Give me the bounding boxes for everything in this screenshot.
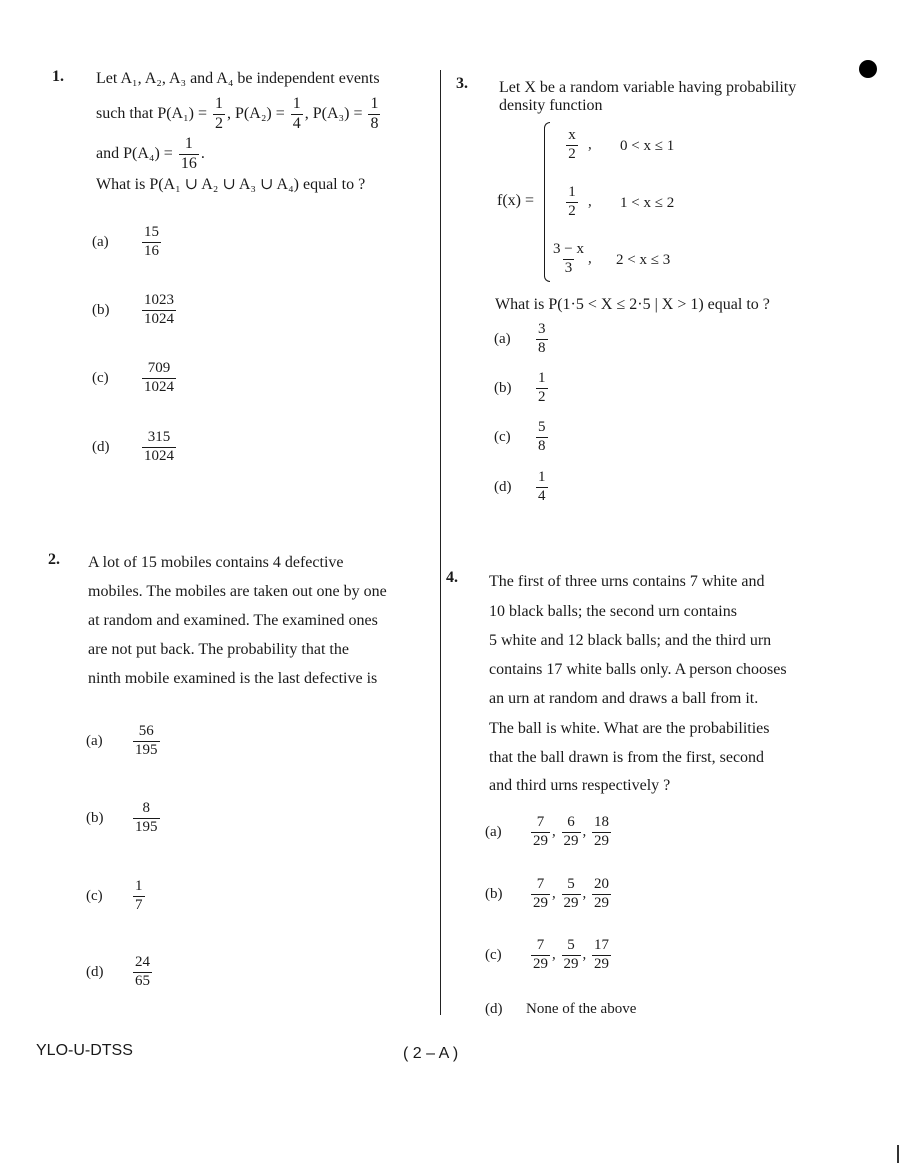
option-label: (a) xyxy=(494,330,511,347)
fraction: $\frac{18}{29}$ xyxy=(594,814,609,849)
fraction: $\frac{7}{29}$ xyxy=(533,876,548,911)
fraction: $\frac{5}{29}$ xyxy=(563,876,579,911)
fraction: $\frac{17}{29}$ xyxy=(594,937,609,972)
fraction: $\frac{15}{16}$ xyxy=(144,224,159,259)
option-text: None of the above xyxy=(526,1001,637,1017)
question-text-line: The first of three urns contains 7 white and xyxy=(489,573,765,590)
fraction: $\frac{24}{65}$ xyxy=(135,954,150,989)
question-prompt: What is P(A₁ ∪ A₂ ∪ A₃ ∪ A₄) equal to ? xyxy=(96,176,366,193)
question-text-line: 10 black balls; the second urn contains xyxy=(489,603,737,620)
option-label: (a) xyxy=(86,732,103,749)
fraction: $\frac{5}{29}$ xyxy=(563,937,579,972)
pdf-case-2: $\frac{1}{2}$ , xyxy=(556,185,592,220)
option-label: (b) xyxy=(92,301,110,318)
fraction: $\frac{3 - x}{3}$ xyxy=(553,241,584,276)
option-label: (a) xyxy=(485,823,502,840)
question-number: 3. xyxy=(456,75,468,92)
fraction: $\frac{315}{1024}$ xyxy=(144,429,174,464)
option-label: (c) xyxy=(494,428,511,445)
pdf-condition-2: 1 < x ≤ 2 xyxy=(620,195,675,211)
answer-option-c[interactable] xyxy=(494,420,550,455)
fraction: $\frac{1}{2}$ xyxy=(215,95,224,132)
pdf-case-3: $\frac{3 - x}{3}$ , xyxy=(553,241,592,276)
answer-option-b[interactable] xyxy=(86,801,162,836)
registration-dot xyxy=(859,60,877,78)
fraction: $\frac{709}{1024}$ xyxy=(144,360,174,395)
answer-option-d[interactable] xyxy=(86,955,154,990)
option-label: (d) xyxy=(485,1001,503,1017)
fraction: $\frac{7}{29}$ xyxy=(533,814,548,849)
fraction: $\frac{5}{8}$ xyxy=(538,419,546,454)
column-divider xyxy=(440,70,441,1015)
question-text-line: such that P(A₁) = $\frac{1}{2}$ , P(A₂) = $\frac{1}{4}$ , P(A₃) = $\frac{1}{8}$ xyxy=(96,95,379,132)
question-text-line: Let X be a random variable having probability xyxy=(499,79,797,96)
fraction: $\frac{1}{16}$ xyxy=(180,135,197,172)
question-text-line: The ball is white. What are the probabilities xyxy=(489,720,770,737)
answer-option-d[interactable] xyxy=(92,430,178,465)
question-text-line: and third urns respectively ? xyxy=(489,777,671,794)
fraction: $\frac{6}{29}$ xyxy=(563,814,579,849)
fraction: $\frac{x}{2}$ xyxy=(568,127,576,162)
fraction: $\frac{1023}{1024}$ xyxy=(144,292,174,327)
option-label: (d) xyxy=(494,478,512,495)
question-number: 4. xyxy=(446,569,458,586)
question-text-line: density function xyxy=(499,97,603,114)
option-label: (a) xyxy=(92,233,109,250)
question-text-line: mobiles. The mobiles are taken out one by one xyxy=(88,583,387,600)
answer-option-a[interactable]: (a) $\frac{7}{29}$ , $\frac{6}{29}$ , $\frac{18}{29}$ xyxy=(485,814,609,849)
option-label: (d) xyxy=(92,438,110,455)
fraction: $\frac{1}{2}$ xyxy=(538,370,546,405)
question-text-line: ninth mobile examined is the last defective is xyxy=(88,670,378,687)
fraction: $\frac{20}{29}$ xyxy=(594,876,609,911)
pdf-label: f(x) = xyxy=(497,192,535,209)
page-number: ( 2 – A ) xyxy=(403,1045,459,1062)
question-number: 2. xyxy=(48,551,60,568)
question-text-line: at random and examined. The examined ones xyxy=(88,612,378,629)
answer-option-b[interactable]: (b) $\frac{7}{29}$ , $\frac{5}{29}$ , $\frac{20}{29}$ xyxy=(485,876,609,911)
pdf-condition-3: 2 < x ≤ 3 xyxy=(616,252,671,268)
fraction: $\frac{1}{4}$ xyxy=(292,95,301,132)
answer-option-a[interactable] xyxy=(92,225,163,260)
fraction: $\frac{3}{8}$ xyxy=(538,321,546,356)
question-number: 1. xyxy=(52,68,64,85)
fraction: $\frac{1}{8}$ xyxy=(370,95,379,132)
paper-code: YLO-U-DTSS xyxy=(36,1042,133,1059)
fraction: $\frac{1}{2}$ xyxy=(568,184,576,219)
pdf-case-1: $\frac{x}{2}$ , xyxy=(556,128,592,163)
option-label: (b) xyxy=(494,379,512,396)
answer-option-c[interactable] xyxy=(92,361,178,396)
answer-option-b[interactable] xyxy=(92,293,178,328)
question-text-line: an urn at random and draws a ball from it. xyxy=(489,690,759,707)
option-label: (c) xyxy=(92,369,109,386)
pdf-condition-1: 0 < x ≤ 1 xyxy=(620,138,675,154)
question-text-line: Let A₁, A₂, A₃ and A₄ be independent events xyxy=(96,70,380,87)
option-label: (b) xyxy=(485,885,503,902)
question-text-line: are not put back. The probability that the xyxy=(88,641,349,658)
option-label: (c) xyxy=(485,946,502,963)
fraction: $\frac{1}{7}$ xyxy=(135,878,143,913)
answer-option-a[interactable] xyxy=(494,322,550,357)
option-label: (d) xyxy=(86,963,104,980)
option-label: (c) xyxy=(86,887,103,904)
answer-option-a[interactable] xyxy=(86,724,162,759)
fraction: $\frac{8}{195}$ xyxy=(135,800,158,835)
answer-option-c[interactable]: (c) $\frac{7}{29}$ , $\frac{5}{29}$ , $\frac{17}{29}$ xyxy=(485,937,609,972)
answer-option-b[interactable] xyxy=(494,371,550,406)
edge-mark xyxy=(897,1145,899,1163)
answer-option-c[interactable] xyxy=(86,879,147,914)
fraction: $\frac{1}{4}$ xyxy=(538,469,546,504)
question-prompt: What is P(1·5 < X ≤ 2·5 | X > 1) equal to ? xyxy=(495,296,770,313)
question-text-line: A lot of 15 mobiles contains 4 defective xyxy=(88,554,344,571)
fraction: $\frac{56}{195}$ xyxy=(135,723,158,758)
answer-option-d[interactable] xyxy=(485,1001,636,1018)
question-text-line: that the ball drawn is from the first, second xyxy=(489,749,765,766)
fraction: $\frac{7}{29}$ xyxy=(533,937,548,972)
question-text-line: 5 white and 12 black balls; and the third urn xyxy=(489,632,772,649)
option-label: (b) xyxy=(86,809,104,826)
question-text-line: contains 17 white balls only. A person chooses xyxy=(489,661,787,678)
question-text-line: and P(A₄) = $\frac{1}{16}$ . xyxy=(96,135,205,172)
answer-option-d[interactable] xyxy=(494,470,550,505)
